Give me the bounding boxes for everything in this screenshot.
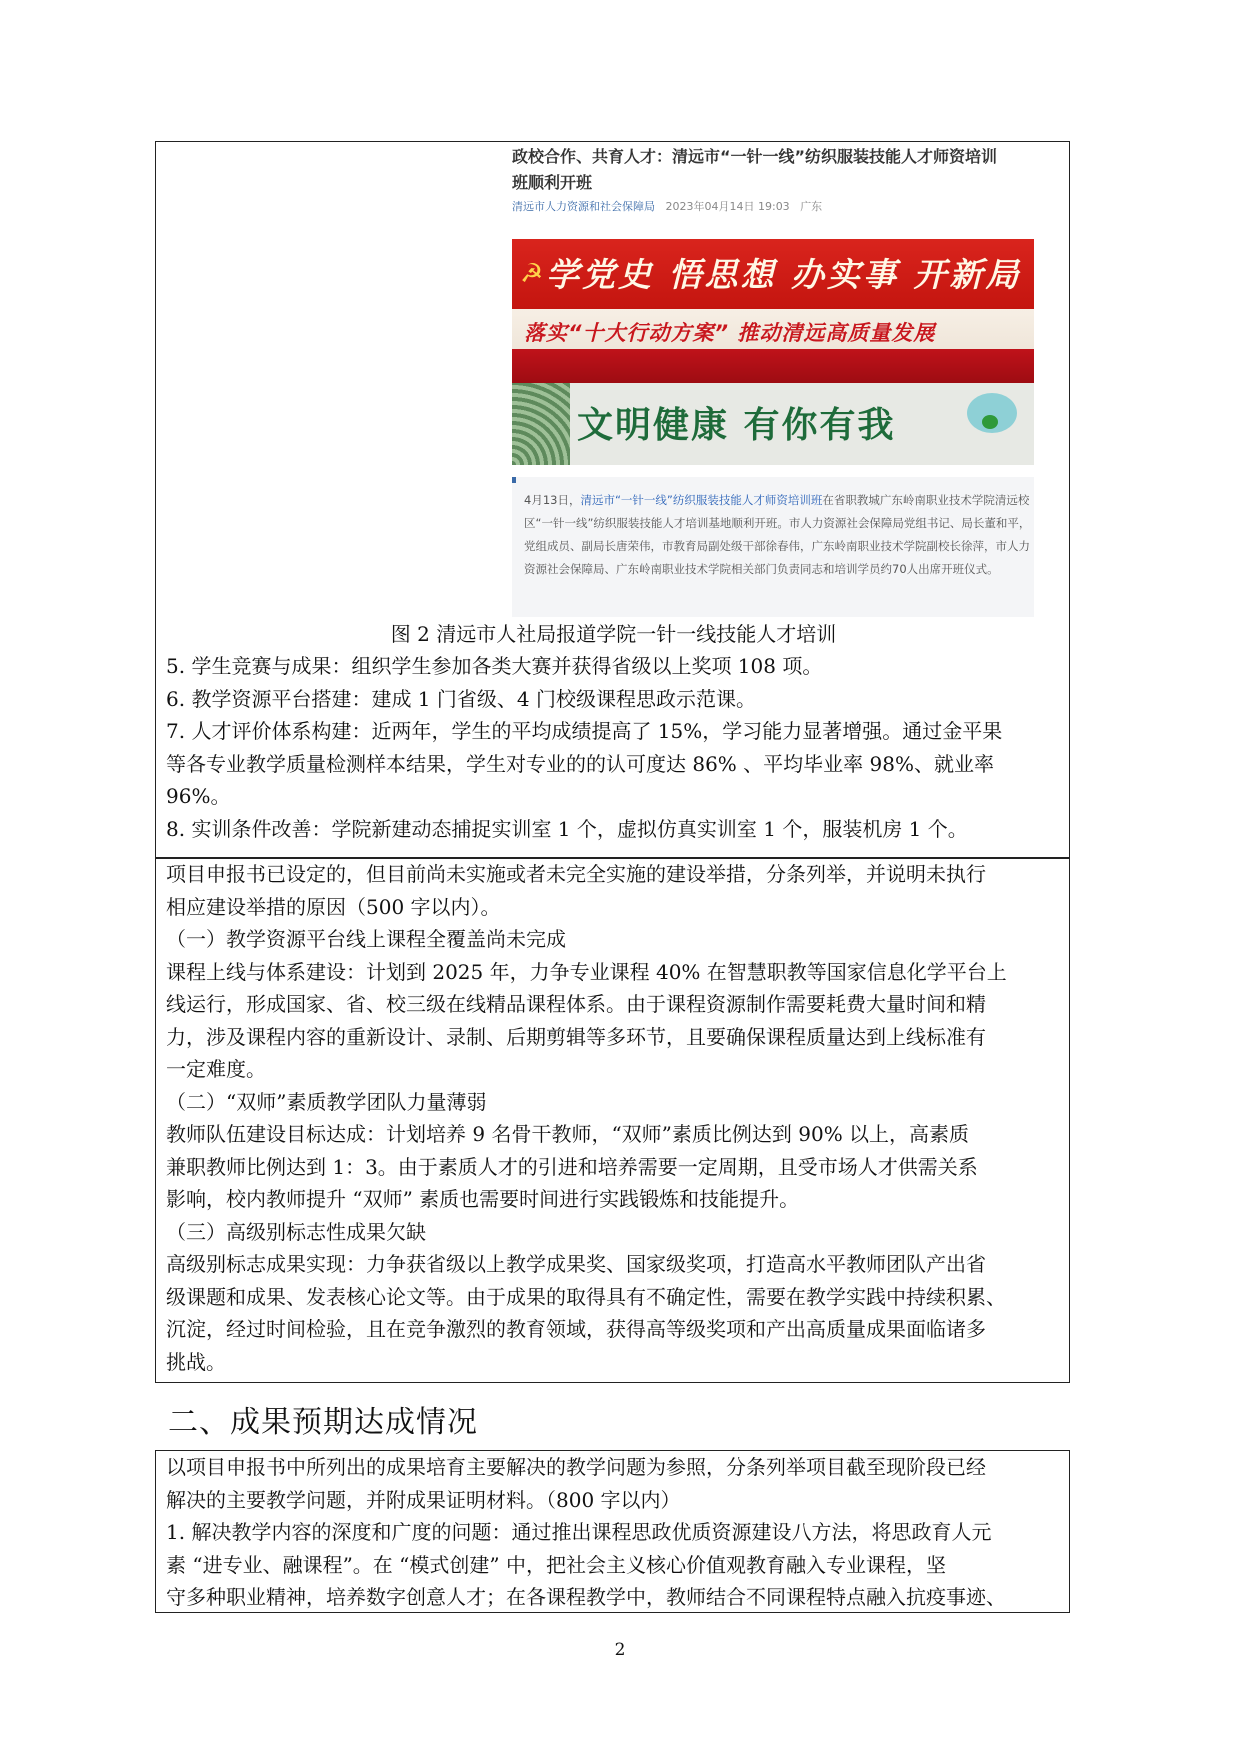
paragraph-marker [512,477,516,483]
page-number: 2 [614,1640,626,1660]
text-line: 1. 解决教学内容的深度和广度的问题：通过推出课程思政优质资源建设八方法，将思政育人元 [166,1520,992,1544]
banner-slogan-2: 落实“十大行动方案” 推动清远高质量发展 [524,321,936,345]
text-line: 解决的主要教学问题，并附成果证明材料。（800 字以内） [166,1487,681,1512]
article-body [512,477,1034,617]
text-line: 高级别标志成果实现：力争获省级以上教学成果奖、国家级奖项，打造高水平教师团队产出省 [166,1252,986,1276]
banner-slogan-1: 学党史 悟思想 办实事 开新局 [546,255,1022,294]
subheading: （一）教学资源平台线上课程全覆盖尚未完成 [166,927,566,951]
banner-mid-band [512,309,1034,383]
text-line: 兼职教师比例达到 1：3。由于素质人才的引进和培养需要一定周期，且受市场人才供需关系 [166,1154,978,1179]
body-prefix: 4月13日， [524,493,581,507]
hammer-sickle-icon: ☭ [520,259,544,289]
text-line: 课程上线与体系建设：计划到 2025 年，力争专业课程 40% 在智慧职教等国家信息化学平台上 [166,959,1007,984]
text-line: 项目申报书已设定的，但目前尚未实施或者未完全实施的建设举措，分条列举，并说明未执行 [166,862,986,886]
subheading: （三）高级别标志性成果欠缺 [166,1219,426,1244]
text-line: 影响，校内教师提升 “双师” 素质也需要时间进行实践锻炼和技能提升。 [166,1187,800,1211]
list-item: 8. 实训条件改善：学院新建动态捕捉实训室 1 个，虚拟仿真实训室 1 个，服装机房 1 个。 [166,816,968,841]
list-item: 6. 教学资源平台搭建：建成 1 门省级、4 门校级课程思政示范课。 [166,686,756,711]
speech-bubble-small-icon [982,415,998,429]
body-text: 在省职教城广东岭南职业技术学院清远校区“一针一线”纺织服装技能人才培训基地顺利开班。市人力资源社会保障局党组书记、局长董和平，党组成员、副局长唐荣伟，市教育局副处级干部徐春伟，广东岭南职业技术学院副校长徐萍，市人力资源社会保障局、广东岭南职业技术学院相关部门负责同志和培训学员约70人出席开班仪式。 [524,493,1031,576]
list-item: 等各专业教学质量检测样本结果，学生对专业的的认可度达 86% 、平均毕业率 98%、就业率 [166,751,994,776]
expected-results-cell [155,1450,1070,1613]
text-line: 线运行，形成国家、省、校三级在线精品课程体系。由于课程资源制作需要耗费大量时间和精 [166,992,986,1016]
expected-results-text [156,1451,1069,1614]
news-screenshot [356,142,1056,617]
list-item: 7. 人才评价体系构建：近两年，学生的平均成绩提高了 15%，学习能力显著增强。通过金平果 [166,719,1003,743]
text-line: 相应建设举措的原因（500 字以内）。 [166,894,501,919]
text-line: 一定难度。 [166,1057,266,1081]
propaganda-banner [512,239,1034,465]
unfinished-measures-text [156,858,1069,1378]
text-line: 沉淀，经过时间检验，且在竞争激烈的教育领域，获得高等级奖项和产出高质量成果面临诸多 [166,1317,986,1341]
section-heading: 二、成果预期达成情况 [168,1405,478,1440]
subheading: （二）“双师”素质教学团队力量薄弱 [166,1089,487,1114]
article-title [512,144,997,196]
list-item: 96%。 [166,784,231,808]
article-meta [512,198,822,214]
text-line: 守多种职业精神，培养数字创意人才；在各课程教学中，教师结合不同课程特点融入抗疫事迹、 [166,1585,1006,1609]
skyline-graphic [512,349,1034,383]
text-line: 素 “进专业、融课程”。在 “模式创建” 中，把社会主义核心价值观教育融入专业课程，坚 [166,1552,946,1577]
figure-caption: 图 2 清远市人社局报道学院一针一线技能人才培训 [390,622,837,646]
banner-slogan-3: 文明健康 有你有我 [577,405,896,446]
text-line: 以项目申报书中所列出的成果培育主要解决的教学问题为参照，分条列举项目截至现阶段已经 [166,1455,986,1479]
article-title-line: 政校合作、共育人才：清远市“一针一线”纺织服装技能人才师资培训 [512,147,998,166]
text-line: 力，涉及课程内容的重新设计、录制、后期剪辑等多环节，且要确保课程质量达到上线标准有 [166,1024,986,1049]
article-source: 清远市人力资源和社会保障局 [512,200,655,213]
article-region: 广东 [800,200,823,213]
text-line: 教师队伍建设目标达成：计划培养 9 名骨干教师，“双师”素质比例达到 90% 以上，高素质 [166,1122,970,1146]
text-line: 级课题和成果、发表核心论文等。由于成果的取得具有不确定性，需要在教学实践中持续积累、 [166,1284,1006,1309]
article-title-line: 班顺利开班 [512,173,593,192]
body-highlight: 清远市“一针一线”纺织服装技能人才师资培训班 [580,493,823,507]
wave-pattern [512,383,570,465]
banner-red-band [512,239,1034,309]
text-line: 挑战。 [166,1349,226,1374]
article-date: 2023年04月14日 19:03 [665,200,790,213]
banner-green-band [512,383,1034,465]
achievement-list [166,650,1002,845]
unfinished-measures-cell [155,857,1070,1383]
achievements-table-cell [155,141,1070,859]
article-paragraph [524,489,1032,581]
list-item: 5. 学生竞赛与成果：组织学生参加各类大赛并获得省级以上奖项 108 项。 [166,654,823,678]
